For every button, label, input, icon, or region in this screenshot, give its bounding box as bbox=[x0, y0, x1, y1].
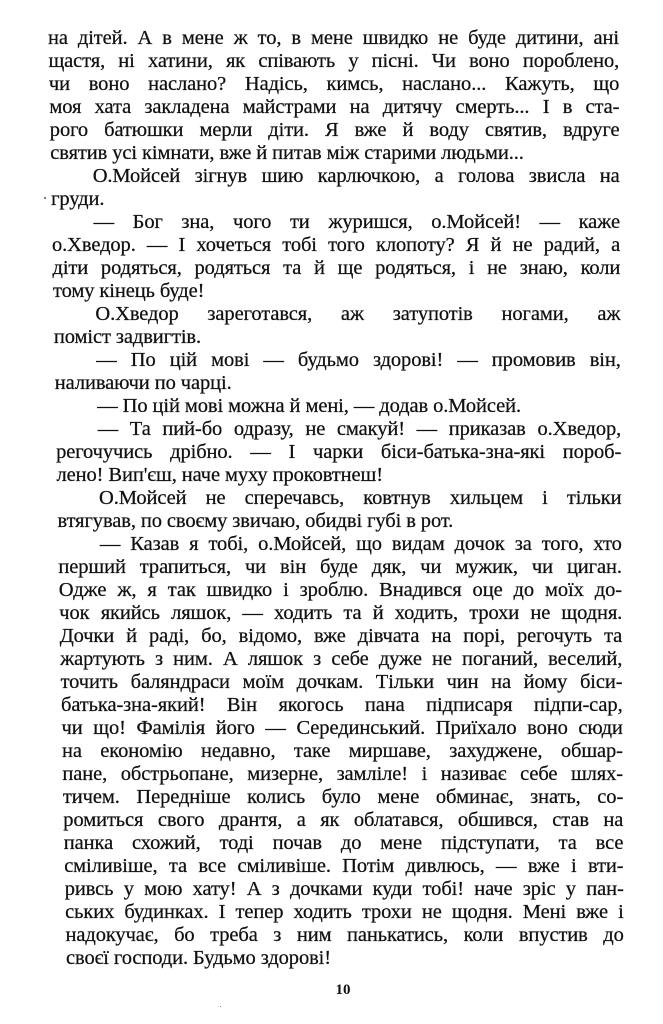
text-line: святив усі кімнати, вже й питав між старими людьми... bbox=[50, 142, 524, 164]
paragraph-start-line: — По цій мові — будьмо здорові! — промовив він, bbox=[96, 349, 621, 371]
text-line: тичем. Передніше колись було мене обминає, знать, со- bbox=[62, 786, 624, 808]
text-line: точить баляндраси моїм дочкам. Тільки чин на йому біси- bbox=[60, 671, 623, 693]
text-line: Дочки й раді, бо, відомо, вже дівчата на порі, регочуть та bbox=[59, 625, 623, 647]
paragraph-start-line: — Та пий-бо одразу, не смакуй! — приказав о.Хведор, bbox=[97, 418, 622, 440]
paragraph-start-line: — Казав я тобі, о.Мойсей, що видам дочок за того, хто bbox=[99, 533, 622, 555]
text-line: о.Хведор. — І хочеться тобі того клопоту? Я й не радий, а bbox=[52, 234, 621, 256]
text-line: чи воно наслано? Надісь, кимсь, наслано... Кажуть, що bbox=[48, 73, 620, 95]
text-line: чи що! Фамілія його — Серединський. Приїхало воно сюди bbox=[61, 717, 623, 739]
text-line: Одже ж, я так швидко і зроблю. Внадився оце до моїх до- bbox=[58, 579, 622, 601]
text-line: груди. bbox=[51, 188, 105, 210]
paragraph-start-line: О.Мойсей зігнув шию карлючкою, а голова звисла на bbox=[92, 165, 620, 187]
text-line: перший трапиться, чи він буде дяк, чи мужик, чи циган. bbox=[58, 556, 622, 578]
paragraph-start-line: — По цій мові можна й мені, — додав о.Мойсей. bbox=[97, 395, 522, 417]
text-line: на економію недавно, таке миршаве, захуджене, обшар- bbox=[62, 740, 623, 762]
text-line: лено! Вип'єш, наче муху проковтнеш! bbox=[56, 464, 383, 486]
text-line: жартують з ним. А ляшок з себе дуже не поганий, веселий, bbox=[60, 648, 623, 670]
text-line: рого батюшки мерли діти. Я вже й воду святив, вдруге bbox=[49, 119, 620, 141]
text-line: своєї господи. Будьмо здорові! bbox=[66, 947, 332, 969]
text-line: поміст задвигтів. bbox=[53, 326, 202, 348]
scan-speck bbox=[44, 197, 46, 199]
paragraph-start-line: О.Мойсей не сперечавсь, ковтнув хильцем і тільки bbox=[99, 487, 622, 509]
text-line: надокучає, бо треба з ним панькатись, коли впустив до bbox=[65, 924, 624, 946]
paragraph-start-line: — Бог зна, чого ти журишся, о.Мойсей! — каже bbox=[93, 211, 620, 233]
text-line: сміливіше, та все сміливіше. Потім дивлюсь, — вже і вти- bbox=[64, 855, 624, 877]
text-line: моя хата закладена майстрами на дитячу смерть... І в ста- bbox=[49, 96, 620, 118]
text-line: ривсь у мою хату! А з дочками куди тобі! наче зріс у пан- bbox=[64, 878, 624, 900]
text-line: діти родяться, родяться та й ще родяться, і не знаю, коли bbox=[52, 257, 621, 279]
text-line: пане, обстрьопане, мизерне, замліле! і називає себе шлях- bbox=[62, 763, 623, 785]
text-line: втягував, по своєму звичаю, обидві губі в рот. bbox=[57, 510, 454, 532]
page-number: 10 bbox=[335, 982, 351, 998]
text-line: щастя, ні хатини, як співають у пісні. Чи воно пороблено, bbox=[48, 50, 620, 72]
text-line: тому кінець буде! bbox=[53, 280, 205, 302]
text-line: чок якийсь ляшок, — ходить та й ходить, трохи не щодня. bbox=[59, 602, 623, 624]
paragraph-start-line: О.Хведор зареготався, аж затупотів ногами, аж bbox=[95, 303, 621, 325]
text-line: ських будинках. І тепер ходить трохи не щодня. Мені вже і bbox=[65, 901, 624, 923]
scan-speck bbox=[220, 1006, 221, 1007]
text-line: на дітей. А в мене ж то, в мене швидко не буде дитини, ані bbox=[48, 27, 619, 49]
text-line: ромиться свого дрантя, а як облатався, обшився, став на bbox=[63, 809, 624, 831]
text-line: панка схожий, тоді почав до мене підступати, та все bbox=[63, 832, 624, 854]
text-line: регочучись дрібно. — І чарки біси-батька-зна-які пороб- bbox=[56, 441, 622, 463]
text-line: наливаючи по чарці. bbox=[54, 372, 232, 394]
text-line: батька-зна-який! Він якогось пана підписаря підпи-сар, bbox=[61, 694, 623, 716]
